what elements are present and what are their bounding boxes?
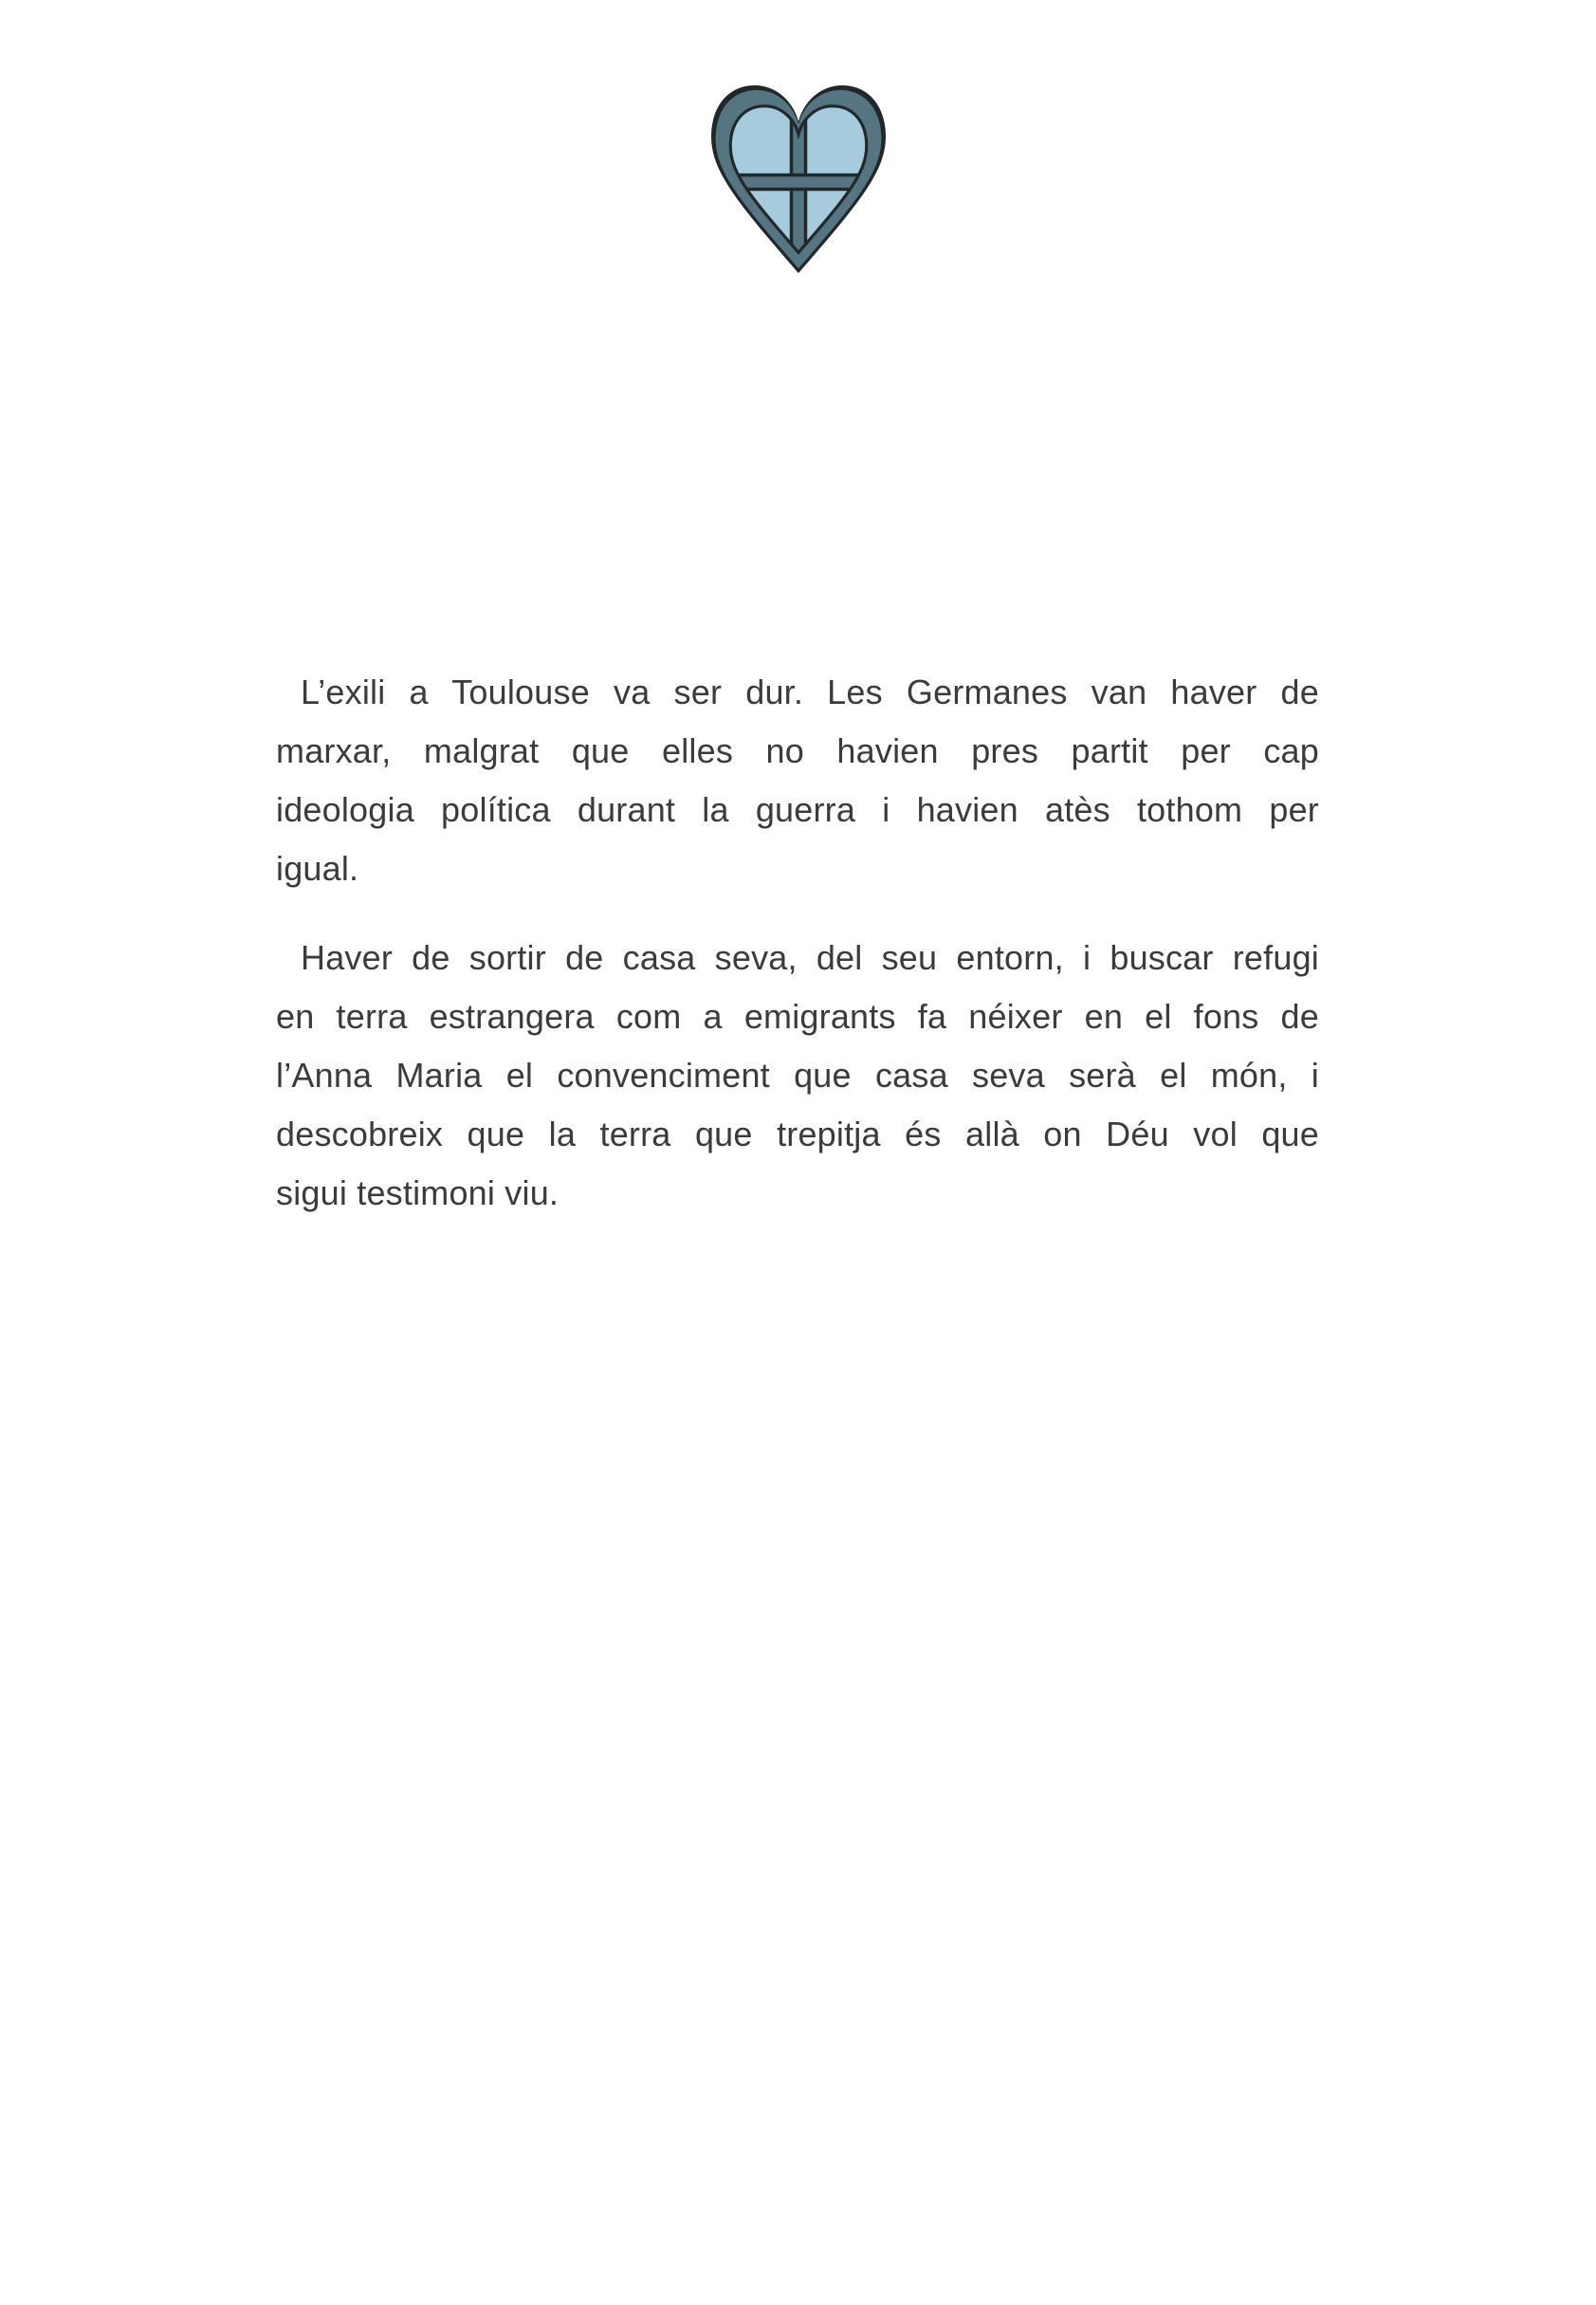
paragraph-2-line: Haver de sortir de casa seva, del seu entorn, i buscar refugi [301,938,1319,977]
paragraph-2-line: en terra estrangera com a emigrants fa néixer en el fons de [276,997,1319,1036]
paragraph-1-line: igual. [276,849,359,888]
heart-window-icon [704,78,893,279]
paragraph-2-line: l’Anna Maria el convenciment que casa seva serà el món, i [276,1056,1319,1095]
paragraph-2 [276,929,1319,1223]
paragraph-1 [276,663,1319,898]
paragraph-1-line: marxar, malgrat que elles no havien pres partit per cap [276,731,1319,770]
heart-window-logo [704,78,893,279]
paragraph-2-line: sigui testimoni viu. [276,1173,560,1212]
paragraph-1-line: L’exili a Toulouse va ser dur. Les Germanes van haver de [301,673,1319,711]
text-block [276,663,1319,1253]
paragraph-1-line: ideologia política durant la guerra i havien atès tothom per [276,790,1319,829]
paragraph-2-line: descobreix que la terra que trepitja és allà on Déu vol que [276,1115,1319,1153]
